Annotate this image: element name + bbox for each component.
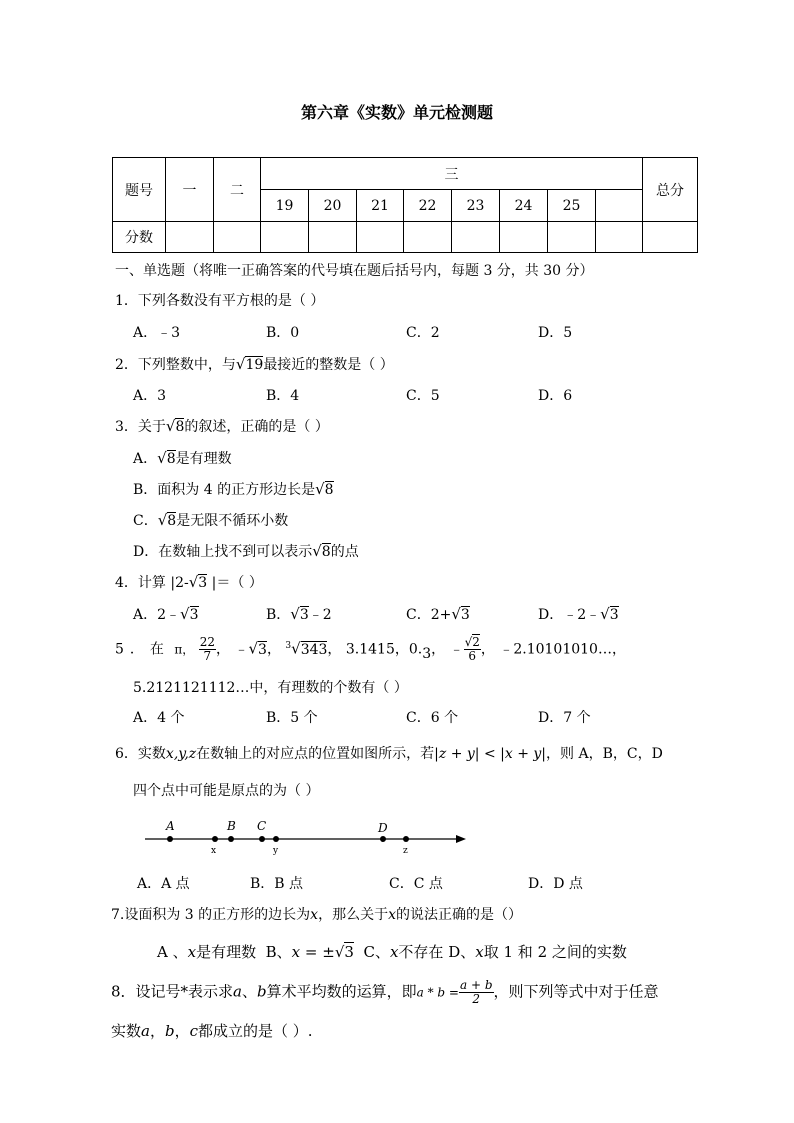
sqrt-sign: √ bbox=[334, 943, 345, 961]
score-cell[interactable] bbox=[309, 222, 357, 253]
sqrt-sign: √ bbox=[235, 355, 246, 373]
q2-option-a[interactable]: A．3 bbox=[133, 388, 167, 404]
q3-option-c[interactable] bbox=[133, 510, 288, 530]
frac-numerator bbox=[464, 636, 481, 650]
number-line-figure bbox=[140, 815, 470, 860]
q3-b-text: B．面积为 4 的正方形边长是 bbox=[133, 482, 316, 498]
question-2-stem bbox=[115, 354, 394, 374]
q3-option-b[interactable] bbox=[133, 479, 334, 499]
q3-a-label: A． bbox=[133, 451, 158, 467]
score-header-total: 总分 bbox=[643, 158, 698, 222]
sqrt-sign: √ bbox=[165, 417, 176, 435]
q6-inequality: |z + y| < |x + y| bbox=[434, 746, 547, 762]
q4-text-post: |＝（ ） bbox=[207, 575, 263, 591]
score-cell[interactable] bbox=[261, 222, 309, 253]
sqrt-sign: √ bbox=[451, 605, 461, 623]
point-z-dot bbox=[403, 836, 409, 842]
sqrt-sign: √ bbox=[312, 542, 322, 560]
point-y-dot bbox=[273, 836, 279, 842]
q4-b-label: B． bbox=[266, 607, 291, 623]
score-cell[interactable] bbox=[500, 222, 548, 253]
q5-value-3: 3.1415，0. bbox=[345, 641, 423, 658]
q8-text-mid: 算术平均数的运算，即 bbox=[266, 982, 417, 1001]
q3-c-label: C． bbox=[133, 513, 158, 529]
q5-text-pre: 5．在 bbox=[115, 641, 170, 658]
q8-var-c: c bbox=[189, 1022, 199, 1040]
q8-line2-pre: 实数 bbox=[111, 1022, 142, 1040]
fraction-sqrt2-6 bbox=[464, 636, 481, 663]
sqrt-sign: √ bbox=[600, 605, 610, 623]
q3-option-a[interactable] bbox=[133, 448, 232, 468]
q4-a-text: A．2﹣ bbox=[133, 607, 181, 623]
q3-text-pre: 3．关于 bbox=[115, 419, 166, 435]
q7-a-var: x bbox=[187, 943, 197, 961]
cube-root-sign: √ bbox=[291, 639, 301, 658]
point-a-dot bbox=[167, 836, 173, 842]
q3-d-text: D．在数轴上找不到可以表示 bbox=[133, 544, 313, 560]
mark-label-z: z bbox=[403, 846, 408, 856]
q7-text-mid: ，那么关于 bbox=[318, 907, 389, 923]
q3-radicand: 8 bbox=[175, 419, 185, 435]
q3-d-radicand: 8 bbox=[321, 544, 331, 560]
q1-option-d[interactable]: D．5 bbox=[538, 325, 573, 341]
q4-d-radicand: 3 bbox=[609, 607, 619, 623]
score-cell[interactable] bbox=[166, 222, 214, 253]
point-label-b: B bbox=[227, 819, 236, 833]
q6-option-d[interactable]: D．D 点 bbox=[528, 876, 583, 892]
point-c-dot bbox=[259, 836, 265, 842]
q7-var: x bbox=[310, 907, 319, 923]
q7-b-radicand: 3 bbox=[344, 943, 354, 961]
q7-c-var: x bbox=[389, 943, 399, 961]
q3-c-radicand: 8 bbox=[167, 513, 177, 529]
q4-b-radicand: 3 bbox=[299, 607, 309, 623]
q8-var-a2: a bbox=[141, 1022, 150, 1040]
score-sub: 19 bbox=[261, 190, 309, 222]
sqrt-sign: √ bbox=[188, 573, 199, 591]
mark-label-y: y bbox=[273, 846, 279, 856]
point-label-d: D bbox=[378, 821, 388, 835]
q7-options bbox=[157, 941, 627, 962]
frac-numerator: a + b bbox=[459, 978, 493, 992]
sqrt-sign: √ bbox=[157, 449, 167, 467]
q3-a-radicand: 8 bbox=[166, 451, 176, 467]
sqrt-sign: √ bbox=[464, 635, 473, 649]
q7-a-label: A 、 bbox=[157, 943, 188, 961]
q7-text-post: 的说法正确的是（） bbox=[395, 907, 522, 923]
score-sub: 24 bbox=[500, 190, 548, 222]
q2-text-post: 最接近的整数是（ ） bbox=[263, 357, 394, 373]
score-cell[interactable] bbox=[596, 222, 643, 253]
frac-num-radicand: 2 bbox=[472, 635, 480, 649]
score-table bbox=[112, 157, 698, 253]
q5-line-2: 5.2121121112…中，有理数的个数有（ ） bbox=[133, 680, 408, 696]
frac-denominator: 6 bbox=[468, 649, 477, 663]
sqrt-sign: √ bbox=[315, 480, 325, 498]
question-6-stem bbox=[115, 743, 663, 763]
sqrt-sign: √ bbox=[290, 605, 300, 623]
q4-c-radicand: 3 bbox=[460, 607, 470, 623]
q7-b-label: B、 bbox=[265, 943, 292, 961]
q4-text-pre: 4．计算 |2- bbox=[115, 575, 189, 591]
mark-label-x: x bbox=[211, 846, 217, 856]
score-sub: 25 bbox=[548, 190, 596, 222]
q4-radicand: 3 bbox=[198, 575, 208, 591]
q8-var-b2: b bbox=[164, 1022, 175, 1040]
question-3-stem bbox=[115, 416, 329, 436]
score-cell[interactable] bbox=[452, 222, 500, 253]
q4-c-text: C．2+ bbox=[406, 607, 452, 623]
q4-a-radicand: 3 bbox=[189, 607, 199, 623]
q4-option-c[interactable] bbox=[406, 604, 470, 624]
q8-formula-fraction bbox=[459, 979, 494, 1006]
point-x-dot bbox=[212, 836, 218, 842]
q5-option-d[interactable]: D．7 个 bbox=[538, 710, 591, 726]
score-cell[interactable] bbox=[357, 222, 404, 253]
section-heading: 一、单选题（将唯一正确答案的代号填在题后括号内，每题 3 分，共 30 分） bbox=[115, 263, 594, 279]
q4-option-a[interactable] bbox=[133, 604, 199, 624]
q5-option-b[interactable]: B．5 个 bbox=[266, 710, 318, 726]
q1-option-c[interactable]: C．2 bbox=[406, 325, 440, 341]
score-header-3: 三 bbox=[261, 158, 643, 190]
q5-value-5: ﹣2.10101010…， bbox=[499, 641, 626, 658]
point-d-dot bbox=[380, 836, 386, 842]
q7-c-text: 不存在 bbox=[398, 943, 444, 961]
q5-neg: ﹣ bbox=[234, 641, 249, 658]
q2-option-d[interactable]: D．6 bbox=[538, 388, 573, 404]
q3-text-post: 的叙述，正确的是（ ） bbox=[184, 419, 329, 435]
q1-option-a[interactable]: A．﹣3 bbox=[133, 325, 181, 341]
q8-var-a: a bbox=[233, 982, 242, 1001]
page-title: 第六章《实数》单元检测题 bbox=[300, 103, 493, 122]
q2-radicand: 19 bbox=[245, 357, 264, 373]
q4-d-text: D．﹣2﹣ bbox=[538, 607, 601, 623]
arrow-icon bbox=[456, 835, 466, 843]
q6-vars: x,y,z bbox=[165, 746, 197, 762]
q7-d-label: D、 bbox=[448, 943, 476, 961]
q2-option-c[interactable]: C．5 bbox=[406, 388, 440, 404]
q6-option-a[interactable]: A．A 点 bbox=[137, 876, 190, 892]
sqrt-sign: √ bbox=[157, 511, 168, 529]
score-sub: 23 bbox=[452, 190, 500, 222]
q7-option-a[interactable] bbox=[157, 943, 256, 961]
q7-var2: x bbox=[388, 907, 396, 923]
q4-option-b[interactable] bbox=[266, 604, 332, 624]
q6-option-b[interactable]: B．B 点 bbox=[250, 876, 304, 892]
score-sub bbox=[596, 190, 643, 222]
q4-option-d[interactable] bbox=[538, 604, 619, 624]
q1-option-b[interactable]: B．0 bbox=[266, 325, 300, 341]
score-sub: 22 bbox=[404, 190, 452, 222]
q5-option-a[interactable]: A．4 个 bbox=[133, 710, 185, 726]
q8-line2-post: 都成立的是（ ）. bbox=[198, 1022, 313, 1040]
q2-text-pre: 2．下列整数中，与 bbox=[115, 357, 236, 373]
q8-text-post: ，则下列等式中对于任意 bbox=[493, 982, 659, 1001]
q2-option-b[interactable]: B．4 bbox=[266, 388, 300, 404]
question-4-stem bbox=[115, 572, 263, 592]
score-header-1: 一 bbox=[166, 158, 214, 222]
q6-line-2: 四个点中可能是原点的为（ ） bbox=[133, 783, 320, 799]
score-cell[interactable] bbox=[643, 222, 698, 253]
q3-c-text: 是无限不循环小数 bbox=[176, 513, 289, 529]
score-cell[interactable] bbox=[404, 222, 452, 253]
q8-var-b: b bbox=[257, 982, 267, 1001]
point-b-dot bbox=[228, 836, 234, 842]
cube-root-index: 3 bbox=[285, 640, 292, 651]
q7-d-var: x bbox=[475, 943, 484, 961]
question-1-stem: 1．下列各数没有平方根的是（ ） bbox=[115, 293, 325, 309]
q8-sep: 、 bbox=[242, 982, 258, 1001]
cube-radicand: 343 bbox=[300, 641, 328, 658]
q5-neg2: ﹣ bbox=[449, 641, 464, 658]
q7-text-pre: 7.设面积为 3 的正方形的边长为 bbox=[111, 907, 311, 923]
q7-option-d[interactable] bbox=[448, 943, 627, 961]
point-label-a: A bbox=[166, 819, 175, 833]
score-cell[interactable] bbox=[548, 222, 596, 253]
q7-b-eq: x = ± bbox=[291, 943, 335, 961]
question-5-stem: 5．在 π， $\frac{22}{7}$ ， ﹣√3， $^3$√343， 3.1415，0.3， ﹣ $\frac{√2}{6}$ ， ﹣2.10101010…， bbox=[115, 635, 626, 663]
q3-a-text: 是有理数 bbox=[175, 451, 232, 467]
q7-c-label: C、 bbox=[363, 943, 390, 961]
question-7-stem bbox=[111, 904, 522, 924]
sqrt-sign: √ bbox=[180, 605, 190, 623]
point-label-c: C bbox=[257, 819, 267, 833]
q7-d-text: 取 1 和 2 之间的实数 bbox=[483, 943, 627, 961]
q8-line-2: 实数a，b，c都成立的是（ ）. bbox=[111, 1022, 313, 1040]
q5-option-c[interactable]: C．6 个 bbox=[406, 710, 459, 726]
frac-denominator: 7 bbox=[203, 649, 212, 663]
question-8-stem bbox=[111, 979, 659, 1006]
frac-denominator: 2 bbox=[472, 992, 481, 1006]
q4-b-text: ﹣2 bbox=[308, 607, 332, 623]
q6-option-c[interactable]: C．C 点 bbox=[389, 876, 443, 892]
q6-text-mid: 在数轴上的对应点的位置如图所示，若 bbox=[196, 746, 435, 762]
q3-b-radicand: 8 bbox=[324, 482, 334, 498]
score-sub: 21 bbox=[357, 190, 404, 222]
sqrt-sign: √ bbox=[248, 639, 259, 658]
q7-option-c[interactable] bbox=[363, 943, 443, 961]
score-header-label: 题号 bbox=[113, 158, 166, 222]
frac-numerator: 22 bbox=[199, 635, 215, 649]
score-cell[interactable] bbox=[214, 222, 261, 253]
repeating-digit: 3 bbox=[422, 645, 432, 662]
q7-a-text: 是有理数 bbox=[196, 943, 257, 961]
q3-d-text-post: 的点 bbox=[330, 544, 359, 560]
q6-text-pre: 6．实数 bbox=[115, 746, 166, 762]
score-row-label: 分数 bbox=[113, 222, 166, 253]
q7-option-b[interactable] bbox=[266, 942, 354, 961]
q5-pi: π， bbox=[174, 642, 195, 657]
q8-text-pre: 8．设记号*表示求 bbox=[111, 982, 234, 1001]
q5-radicand: 3 bbox=[258, 641, 267, 658]
score-sub: 20 bbox=[309, 190, 357, 222]
score-header-2: 二 bbox=[214, 158, 261, 222]
fraction-22-7 bbox=[199, 636, 216, 663]
q8-formula-lhs: a * b = bbox=[416, 985, 459, 1000]
q6-text-post: ，则 A，B，C，D bbox=[546, 746, 663, 762]
q3-option-d[interactable] bbox=[133, 541, 359, 561]
